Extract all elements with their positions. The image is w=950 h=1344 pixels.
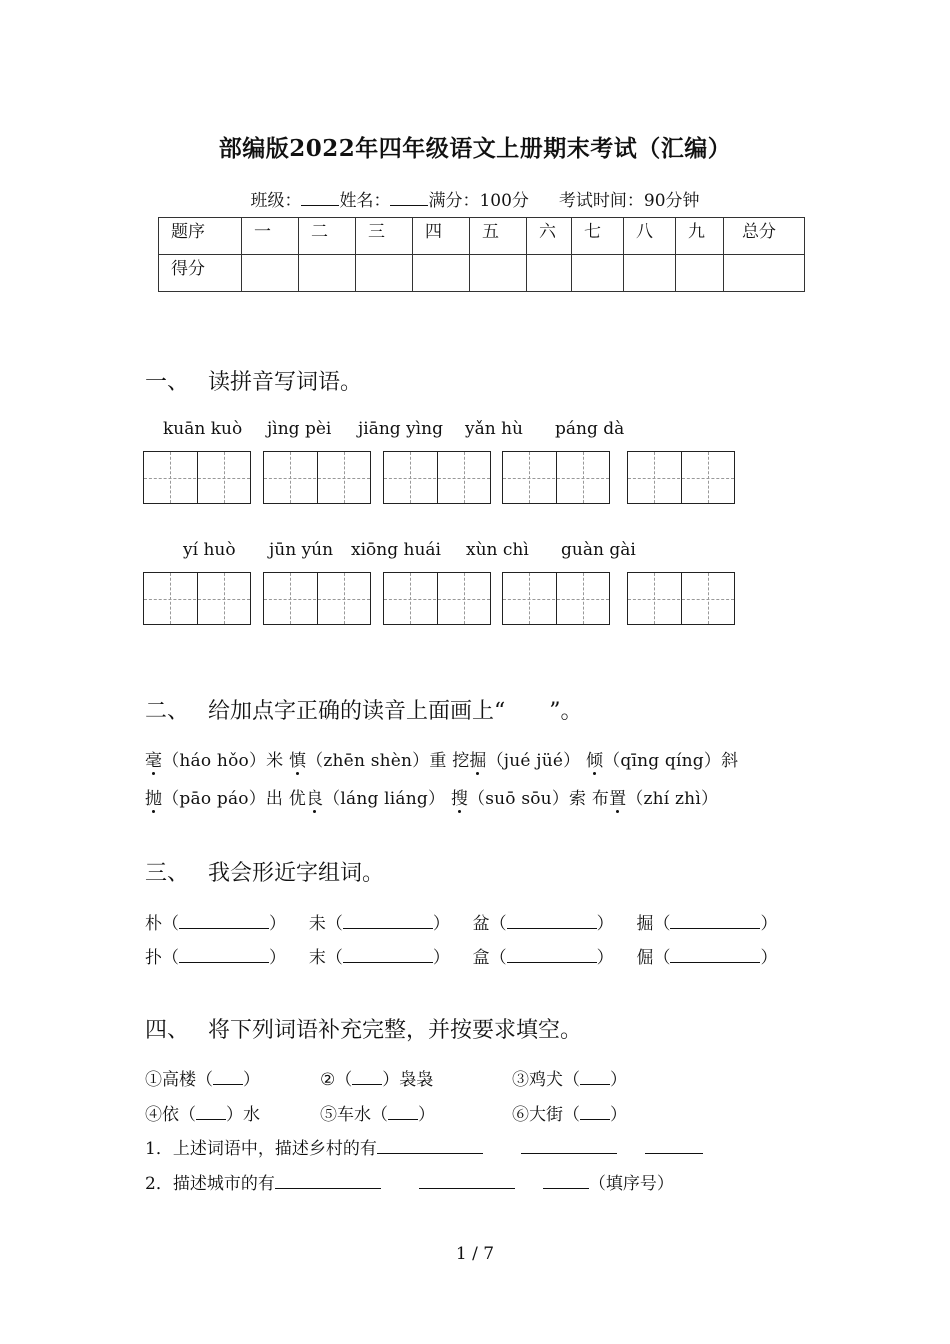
question-2-text: 2．描述城市的有 xyxy=(145,1174,275,1194)
section4-heading xyxy=(145,1013,582,1044)
writing-box[interactable] xyxy=(502,451,610,504)
score-header-cell: 一 xyxy=(242,218,299,255)
pinyin-label: yí huò xyxy=(183,540,236,560)
dotted-char: 良 xyxy=(306,784,323,809)
similar-char: 未 xyxy=(308,914,326,934)
pinyin-label: xiōng huái xyxy=(351,540,441,560)
section3-heading xyxy=(145,856,384,887)
writing-box[interactable] xyxy=(143,572,251,625)
score-table-score-row xyxy=(159,255,805,292)
page-number: 1 / 7 xyxy=(455,1244,495,1264)
pinyin-label: xùn chì xyxy=(466,540,529,560)
pinyin-choices[interactable]: （pāo páo）出 xyxy=(162,789,284,809)
answer-blank[interactable] xyxy=(377,1139,483,1154)
word-blank[interactable] xyxy=(507,914,597,929)
question-2 xyxy=(145,1169,674,1194)
plain-char: 挖 xyxy=(452,751,470,771)
class-label: 班级： xyxy=(250,191,302,211)
pronunciation-line-1 xyxy=(145,746,738,771)
writing-box[interactable] xyxy=(502,572,610,625)
score-cell[interactable] xyxy=(676,255,724,292)
score-header-cell: 三 xyxy=(356,218,413,255)
dotted-char: 慎 xyxy=(289,746,306,771)
score-header-cell: 八 xyxy=(624,218,676,255)
writing-box[interactable] xyxy=(627,572,735,625)
answer-blank[interactable] xyxy=(419,1174,515,1189)
writing-box[interactable] xyxy=(263,572,371,625)
section1-heading xyxy=(145,365,362,396)
word-blank[interactable] xyxy=(179,948,269,963)
pinyin-choices[interactable]: （qīng qíng）斜 xyxy=(603,751,739,771)
plain-char: 优 xyxy=(288,789,306,809)
question-1-text: 1．上述词语中，描述乡村的有 xyxy=(145,1139,377,1159)
section3-title: 我会形近字组词。 xyxy=(208,861,385,886)
score-cell[interactable] xyxy=(724,255,805,292)
word-blank[interactable] xyxy=(343,948,433,963)
similar-char-row-2: 扑（ ） 末（ ） 盒（ ） 倔（ ） xyxy=(145,948,778,968)
word-blank[interactable] xyxy=(670,948,760,963)
idiom-blank[interactable] xyxy=(580,1105,610,1120)
dotted-char: 倾 xyxy=(586,746,603,771)
score-header-cell: 题序 xyxy=(159,218,242,255)
writing-box[interactable] xyxy=(383,572,491,625)
answer-blank[interactable] xyxy=(645,1139,703,1154)
word-blank[interactable] xyxy=(507,948,597,963)
score-header-cell: 七 xyxy=(572,218,624,255)
section4-number: 四、 xyxy=(145,1018,190,1043)
similar-char: 盒 xyxy=(472,948,490,968)
name-label: 姓名： xyxy=(339,191,391,211)
similar-char: 盆 xyxy=(472,914,490,934)
word-blank[interactable] xyxy=(343,914,433,929)
score-cell[interactable] xyxy=(527,255,572,292)
name-blank[interactable] xyxy=(390,191,428,206)
pinyin-label: yǎn hù xyxy=(465,419,523,439)
question-1 xyxy=(145,1134,703,1159)
idiom-item: ④依（ ）水 xyxy=(145,1105,260,1125)
idiom-item: ③鸡犬（ ） xyxy=(512,1070,627,1090)
writing-box[interactable] xyxy=(143,451,251,504)
score-cell[interactable] xyxy=(299,255,356,292)
idiom-item: ②（ ）袅袅 xyxy=(320,1070,434,1090)
word-blank[interactable] xyxy=(179,914,269,929)
score-header-cell: 总分 xyxy=(724,218,805,255)
writing-box[interactable] xyxy=(383,451,491,504)
full-score: 满分：100分 xyxy=(428,191,529,211)
idiom-blank[interactable] xyxy=(352,1070,382,1085)
section3-number: 三、 xyxy=(145,861,190,886)
score-header-cell: 二 xyxy=(299,218,356,255)
score-cell[interactable] xyxy=(572,255,624,292)
word-blank[interactable] xyxy=(670,914,760,929)
similar-char: 末 xyxy=(308,948,326,968)
pinyin-choices[interactable]: （zhí zhì） xyxy=(626,789,719,809)
section1-number: 一、 xyxy=(145,370,190,395)
plain-char: 布 xyxy=(591,789,610,809)
idiom-blank[interactable] xyxy=(388,1105,418,1120)
answer-blank[interactable] xyxy=(543,1174,589,1189)
score-header-cell: 六 xyxy=(527,218,572,255)
question-2-tail: （填序号） xyxy=(588,1174,674,1194)
idiom-item: ⑤车水（ ） xyxy=(320,1105,435,1125)
dotted-char: 抛 xyxy=(145,784,162,809)
similar-char: 掘 xyxy=(636,914,654,934)
idiom-blank[interactable] xyxy=(196,1105,226,1120)
similar-char-row-1: 朴（ ） 未（ ） 盆（ ） 掘（ ） xyxy=(145,914,778,934)
score-header-cell: 四 xyxy=(413,218,470,255)
similar-char: 倔 xyxy=(636,948,654,968)
pinyin-label: jiāng yìng xyxy=(358,419,443,439)
score-table-header-row xyxy=(159,218,805,255)
class-blank[interactable] xyxy=(301,191,339,206)
idiom-blank[interactable] xyxy=(213,1070,243,1085)
score-cell[interactable] xyxy=(624,255,676,292)
score-cell[interactable] xyxy=(470,255,527,292)
score-cell[interactable] xyxy=(242,255,299,292)
answer-blank[interactable] xyxy=(275,1174,381,1189)
idiom-item: ⑥大街（ ） xyxy=(512,1105,627,1125)
pinyin-label: páng dà xyxy=(555,419,625,439)
exam-info xyxy=(0,186,950,211)
idiom-blank[interactable] xyxy=(580,1070,610,1085)
score-table xyxy=(158,217,805,292)
pinyin-choices[interactable]: （jué jüé） xyxy=(486,751,581,771)
section4-title: 将下列词语补充完整，并按要求填空。 xyxy=(208,1018,583,1043)
answer-blank[interactable] xyxy=(521,1139,617,1154)
section2-heading xyxy=(145,694,583,725)
dotted-char: 掘 xyxy=(469,746,486,771)
pinyin-choices[interactable]: （zhēn shèn）重 xyxy=(306,751,447,771)
score-cell[interactable] xyxy=(356,255,413,292)
section2-title: 给加点字正确的读音上面画上“ ”。 xyxy=(208,699,583,724)
pinyin-choices[interactable]: （suō sōu）索 xyxy=(468,789,587,809)
exam-title: 部编版2022年四年级语文上册期末考试（汇编） xyxy=(218,135,732,162)
writing-box[interactable] xyxy=(627,451,735,504)
pinyin-label: kuān kuò xyxy=(163,419,243,439)
pinyin-choices[interactable]: （láng liáng） xyxy=(323,789,446,809)
section2-number: 二、 xyxy=(145,699,190,724)
writing-box[interactable] xyxy=(263,451,371,504)
pinyin-label: jūn yún xyxy=(269,540,334,560)
similar-char: 朴 xyxy=(145,914,162,934)
dotted-char: 置 xyxy=(609,784,626,809)
pinyin-label: guàn gài xyxy=(561,540,636,560)
idiom-item: ①高楼（ ） xyxy=(145,1070,260,1090)
pinyin-choices[interactable]: （háo hǒo）米 xyxy=(162,751,284,771)
dotted-char: 毫 xyxy=(145,746,162,771)
score-header-cell: 五 xyxy=(470,218,527,255)
score-cell[interactable] xyxy=(413,255,470,292)
score-header-cell: 九 xyxy=(676,218,724,255)
section1-title: 读拼音写词语。 xyxy=(208,370,363,395)
exam-time: 考试时间：90分钟 xyxy=(558,191,700,211)
pronunciation-line-2 xyxy=(145,784,718,809)
dotted-char: 搜 xyxy=(451,784,468,809)
pinyin-label: jìng pèi xyxy=(267,419,332,439)
similar-char: 扑 xyxy=(145,948,162,968)
score-row-label: 得分 xyxy=(159,255,242,292)
